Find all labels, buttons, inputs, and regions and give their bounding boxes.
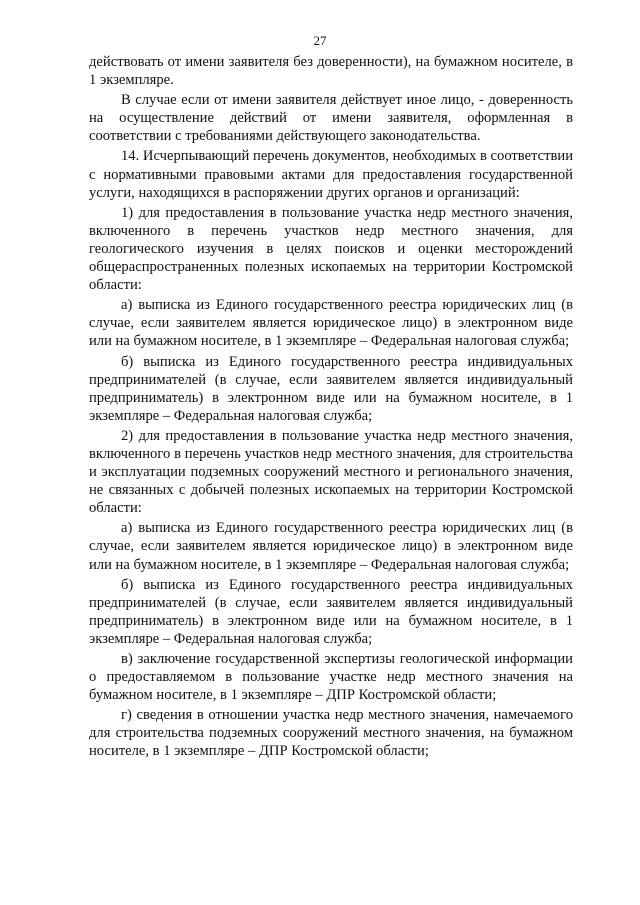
document-body: [89, 53, 573, 763]
paragraph-subitem-1: 1) для предоставления в пользование участка недр местного значения, включенного в перечень участков недр местного значения, для геологического изучения в целях поисков и оценки месторождений общераспространенных полезных ископаемых на территории Костромской области:: [89, 204, 573, 294]
paragraph-continuation: действовать от имени заявителя без доверенности), на бумажном носителе, в 1 экземпляре.: [89, 54, 573, 89]
paragraph-subitem-1a: а) выписка из Единого государственного реестра юридических лиц (в случае, если заявителем является юридическое лицо) в электронном виде или на бумажном носителе, в 1 экземпляре – Федеральная налоговая служба;: [89, 297, 573, 350]
paragraph-subitem-2a: а) выписка из Единого государственного реестра юридических лиц (в случае, если заявителем является юридическое лицо) в электронном виде или на бумажном носителе, в 1 экземпляре – Федеральная налоговая служба;: [89, 520, 573, 573]
paragraph-subitem-2b: б) выписка из Единого государственного реестра индивидуальных предпринимателей (в случае, если заявителем является индивидуальный предприниматель) в электронном виде или на бумажном носителе, в 1 экземпляре – Федеральная налоговая служба;: [89, 576, 573, 647]
page-number: 27: [313, 33, 327, 48]
paragraph-item-14: 14. Исчерпывающий перечень документов, необходимых в соответствии с нормативными правовыми актами для предоставления государственной услуги, находящихся в распоряжении других органов и организаций:: [89, 148, 573, 201]
paragraph-subitem-1b: б) выписка из Единого государственного реестра индивидуальных предпринимателей (в случае, если заявителем является индивидуальный предприниматель) в электронном виде или на бумажном носителе, в 1 экземпляре – Федеральная налоговая служба;: [89, 353, 573, 424]
paragraph-proxy: В случае если от имени заявителя действует иное лицо, - доверенность на осуществление действий от имени заявителя, оформленная в соответствии с требованиями действующего законодательства.: [89, 92, 573, 145]
paragraph-subitem-2g: г) сведения в отношении участка недр местного значения, намечаемого для строительства подземных сооружений местного значения, на бумажном носителе, в 1 экземпляре – ДПР Костромской области;: [89, 707, 573, 760]
paragraph-subitem-2: 2) для предоставления в пользование участка недр местного значения, включенного в перечень участков недр местного значения, для строительства и эксплуатации подземных сооружений местного и регионального значения, не связанных с добычей полезных ископаемых на территории Костромской области:: [89, 427, 573, 517]
paragraph-subitem-2v: в) заключение государственной экспертизы геологической информации о предоставляемом в пользование участке недр местного значения на бумажном носителе, в 1 экземпляре – ДПР Костромской области;: [89, 651, 573, 704]
